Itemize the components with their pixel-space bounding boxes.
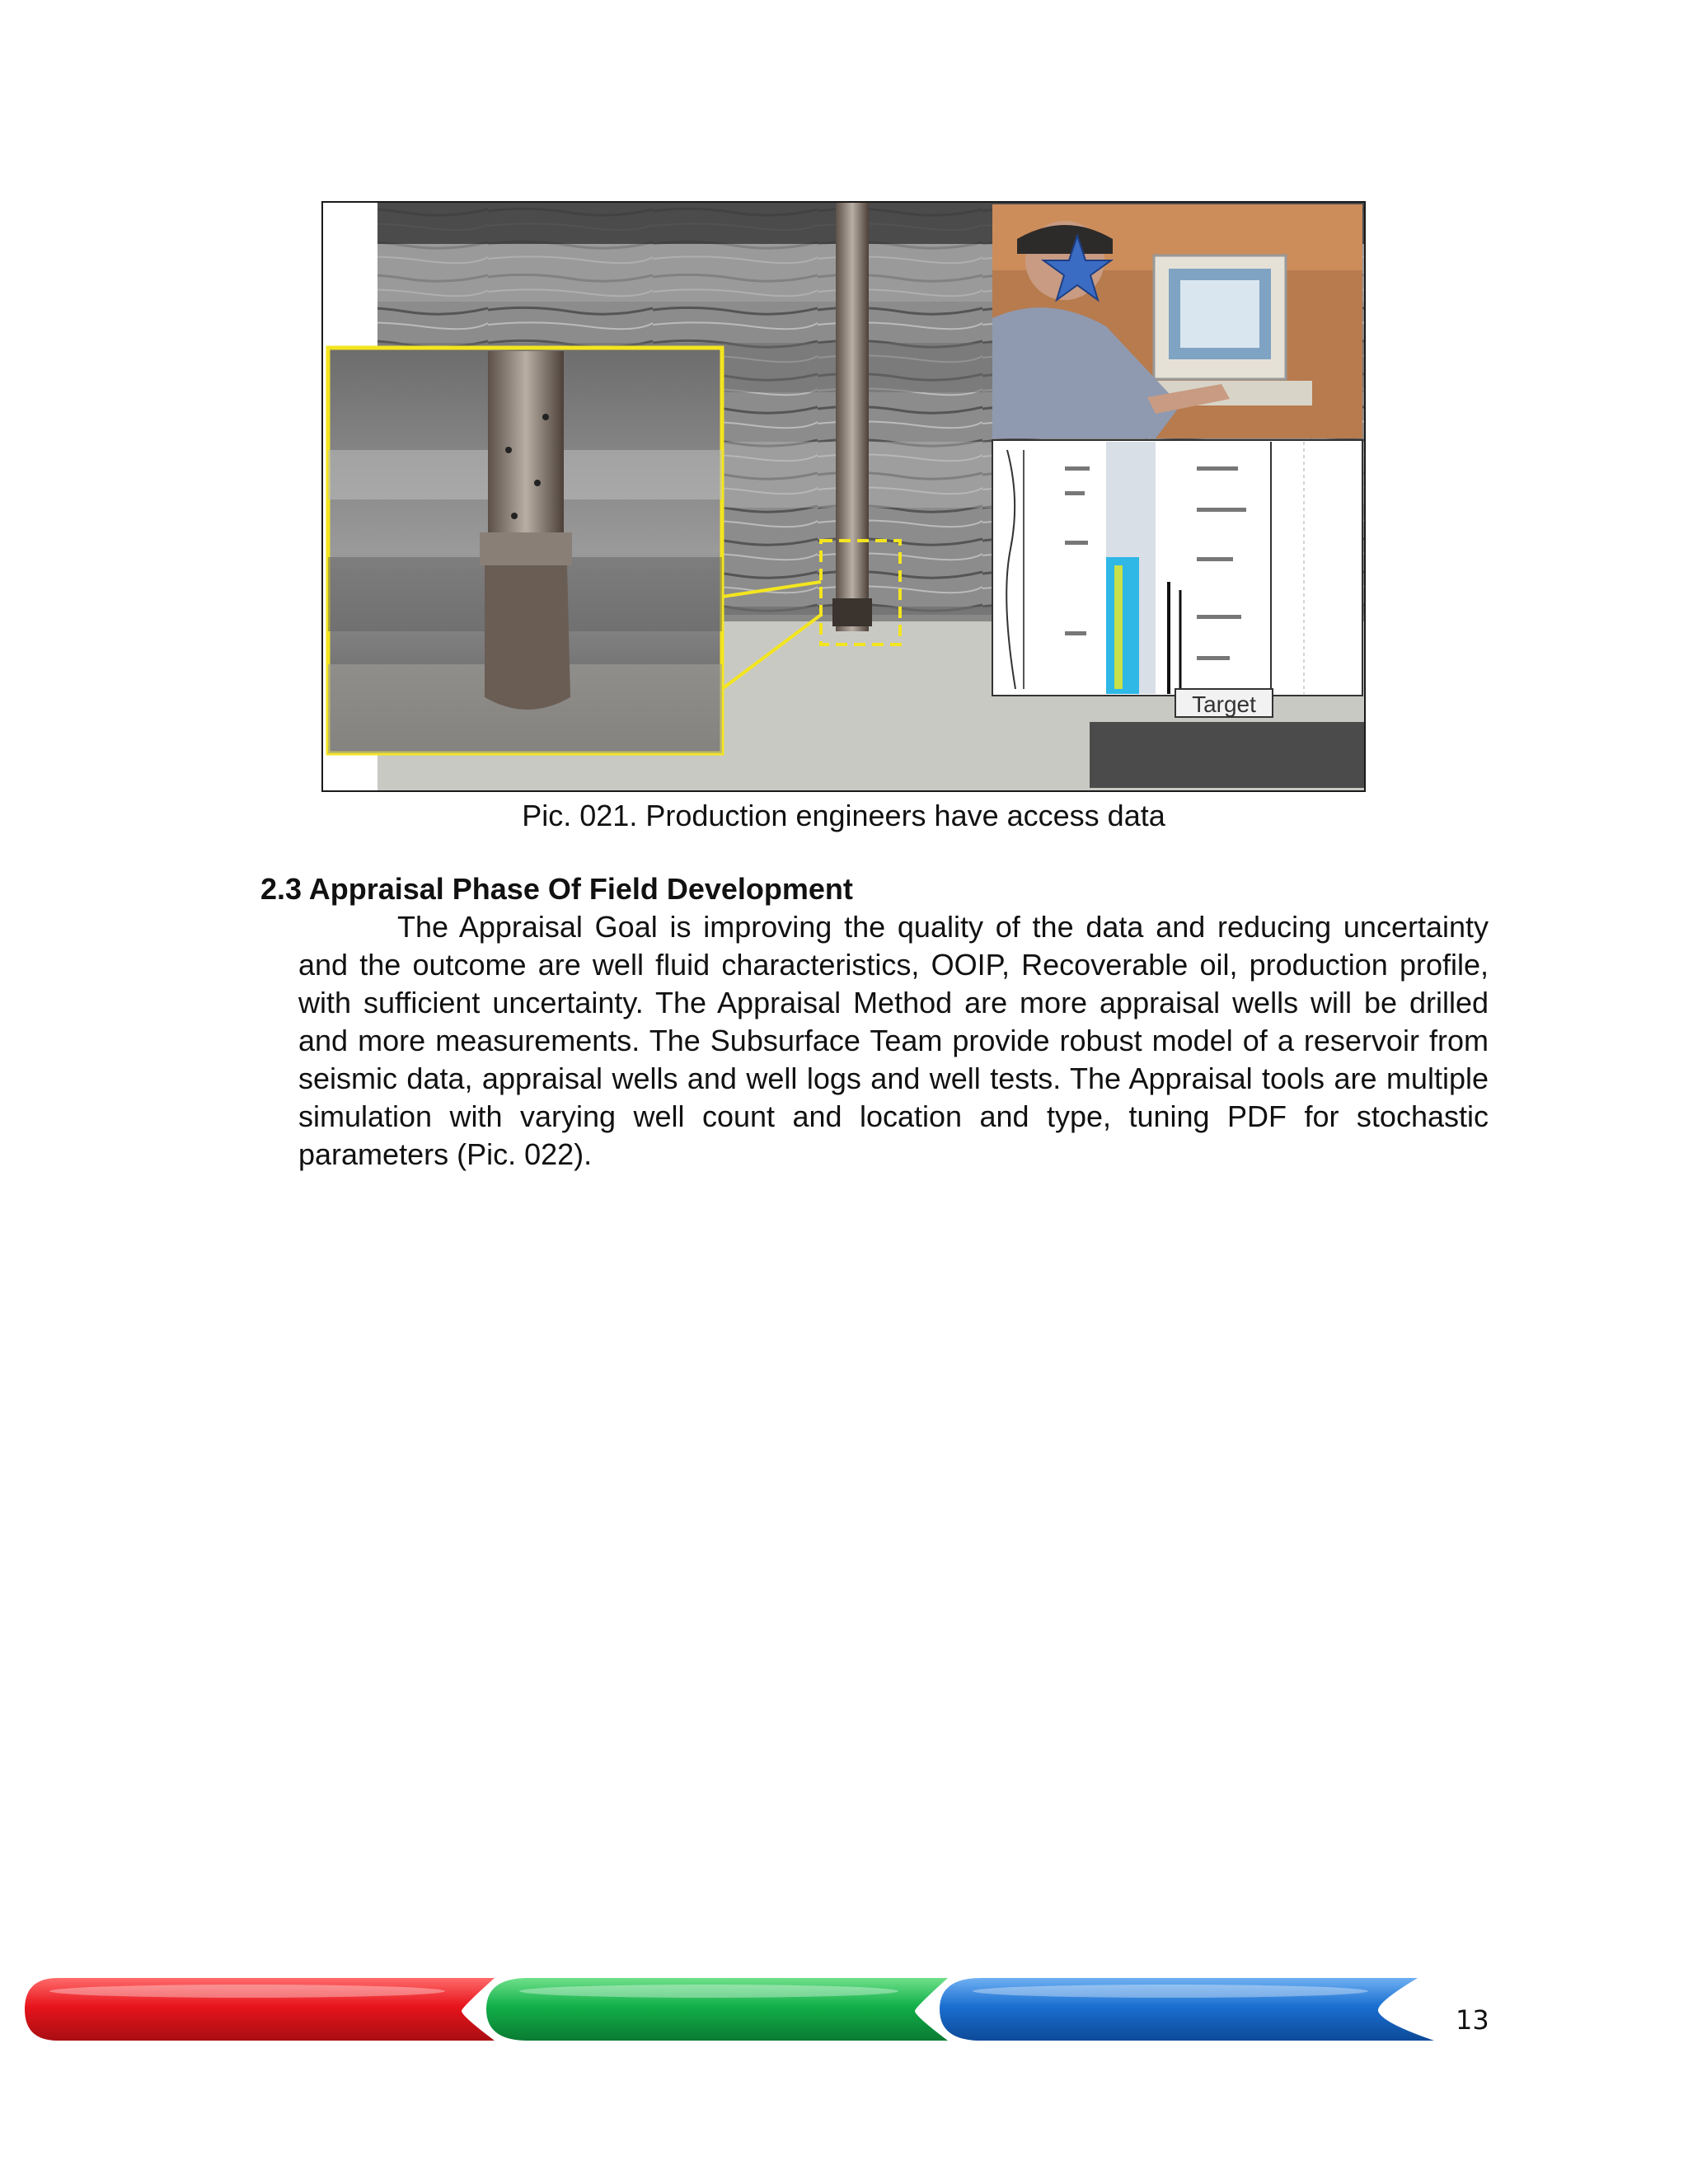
figure-image [321, 201, 1366, 792]
page-number: 13 [1456, 2004, 1489, 2036]
section-heading: 2.3 Appraisal Phase Of Field Development [260, 872, 853, 906]
figure-caption: Pic. 021. Production engineers have access data [522, 799, 1165, 832]
wellbore-illustration [323, 203, 1364, 790]
section-paragraph [298, 908, 1489, 1174]
paragraph-text: The Appraisal Goal is improving the quality of the data and reducing uncertainty and the outcome are well fluid characteristics, OOIP, Recoverable oil, production profile, with sufficient uncertainty. The Appraisal Method are more appraisal wells will be drilled and more measurements. The Subsurface Team provide robust model of a reservoir from seismic data, appraisal wells and well logs and well tests. The Appraisal tools are multiple simulation with varying well count and location and type, tuning PDF for stochastic parameters (Pic. 022). [298, 910, 1489, 1171]
target-label: Target [1192, 691, 1256, 717]
footer-ribbon [0, 1978, 1688, 2085]
